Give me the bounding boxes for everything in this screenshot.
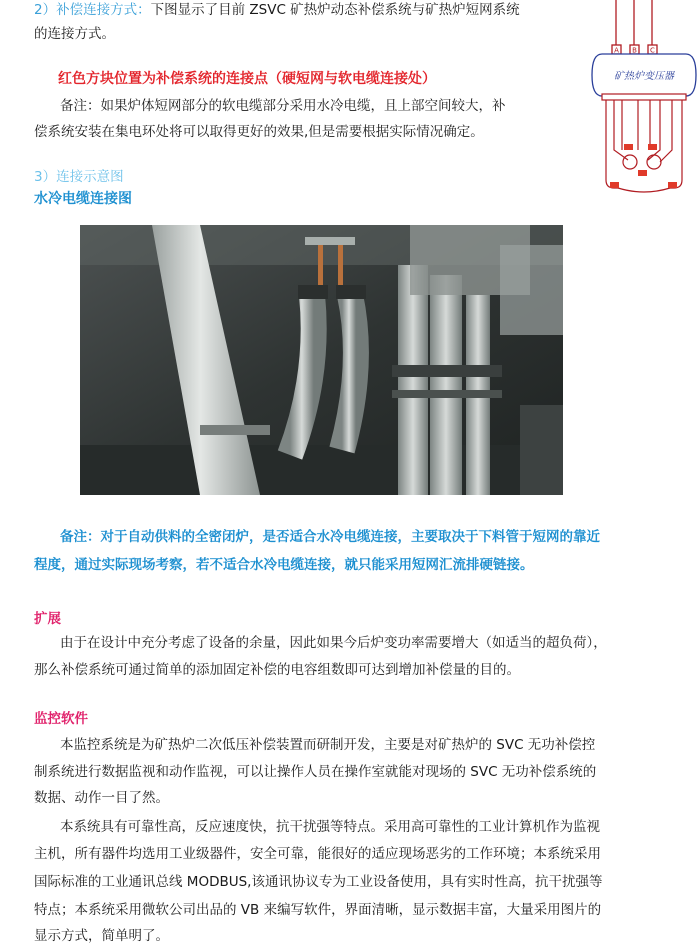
water-cooled-cable-photo xyxy=(80,225,563,495)
note2-line1: 备注：对于自动供料的全密闭炉，是否适合水冷电缆连接，主要取决于下料管于短网的靠近 xyxy=(60,529,600,545)
monitor-p1-line2: 制系统进行数据监视和动作监视，可以让操作人员在操作室就能对现场的 SVC 无功补偿系统的 xyxy=(34,764,597,780)
expansion-line2: 那么补偿系统可通过简单的添加固定补偿的电容组数即可达到增加补偿量的目的。 xyxy=(34,662,520,678)
phase-a-label: A xyxy=(614,46,619,55)
section3-heading: 3）连接示意图 xyxy=(34,169,124,185)
connection-points xyxy=(610,144,677,188)
phase-b-label: B xyxy=(632,46,637,55)
expansion-heading: 扩展 xyxy=(34,611,61,627)
section3-subheading: 水冷电缆连接图 xyxy=(34,191,132,207)
monitor-p2-line4: 特点；本系统采用微软公司出品的 VB 来编写软件，界面清晰，显示数据丰富，大量采用图片的 xyxy=(34,902,602,918)
section2-heading: 2）补偿连接方式： xyxy=(34,2,151,18)
section2-line1 xyxy=(34,0,520,20)
monitor-heading: 监控软件 xyxy=(34,711,88,727)
section2-text1: 下图显示了目前 ZSVC 矿热炉动态补偿系统与矿热炉短网系统 xyxy=(150,2,520,18)
section2-text2: 的连接方式。 xyxy=(34,26,115,42)
monitor-p1-line3: 数据、动作一目了然。 xyxy=(34,790,169,806)
monitor-p2-line2: 主机，所有器件均选用工业级器件，安全可靠，能很好的适应现场恶劣的工作环境；本系统采用 xyxy=(34,846,601,862)
transformer-diagram xyxy=(588,0,700,200)
monitor-p2-line5: 显示方式，简单明了。 xyxy=(34,928,169,944)
transformer-label: 矿热炉变压器 xyxy=(614,71,674,82)
note2-line2: 程度，通过实际现场考察，若不适合水冷电缆连接，就只能采用短网汇流排硬链接。 xyxy=(34,557,534,573)
phase-c-label: C xyxy=(650,46,655,55)
monitor-p2-line1: 本系统具有可靠性高，反应速度快，抗干扰强等特点。采用高可靠性的工业计算机作为监视 xyxy=(60,819,600,835)
note1-line1: 备注：如果炉体短网部分的软电缆部分采用水冷电缆，且上部空间较大，补 xyxy=(60,98,506,114)
diagram-bottom-lines xyxy=(602,94,686,192)
monitor-p1-line1: 本监控系统是为矿热炉二次低压补偿装置而研制开发，主要是对矿热炉的 SVC 无功补偿控 xyxy=(60,737,596,753)
note1-line2: 偿系统安装在集电环处将可以取得更好的效果,但是需要根据实际情况确定。 xyxy=(34,124,484,140)
monitor-p2-line3: 国际标准的工业通讯总线 MODBUS,该通讯协议专为工业设备使用，具有实时性高，抗干扰强等 xyxy=(34,874,603,890)
expansion-line1: 由于在设计中充分考虑了设备的余量，因此如果今后炉变功率需要增大（如适当的超负荷）， xyxy=(60,635,607,651)
red-note: 红色方块位置为补偿系统的连接点（硬短网与软电缆连接处） xyxy=(58,71,436,87)
